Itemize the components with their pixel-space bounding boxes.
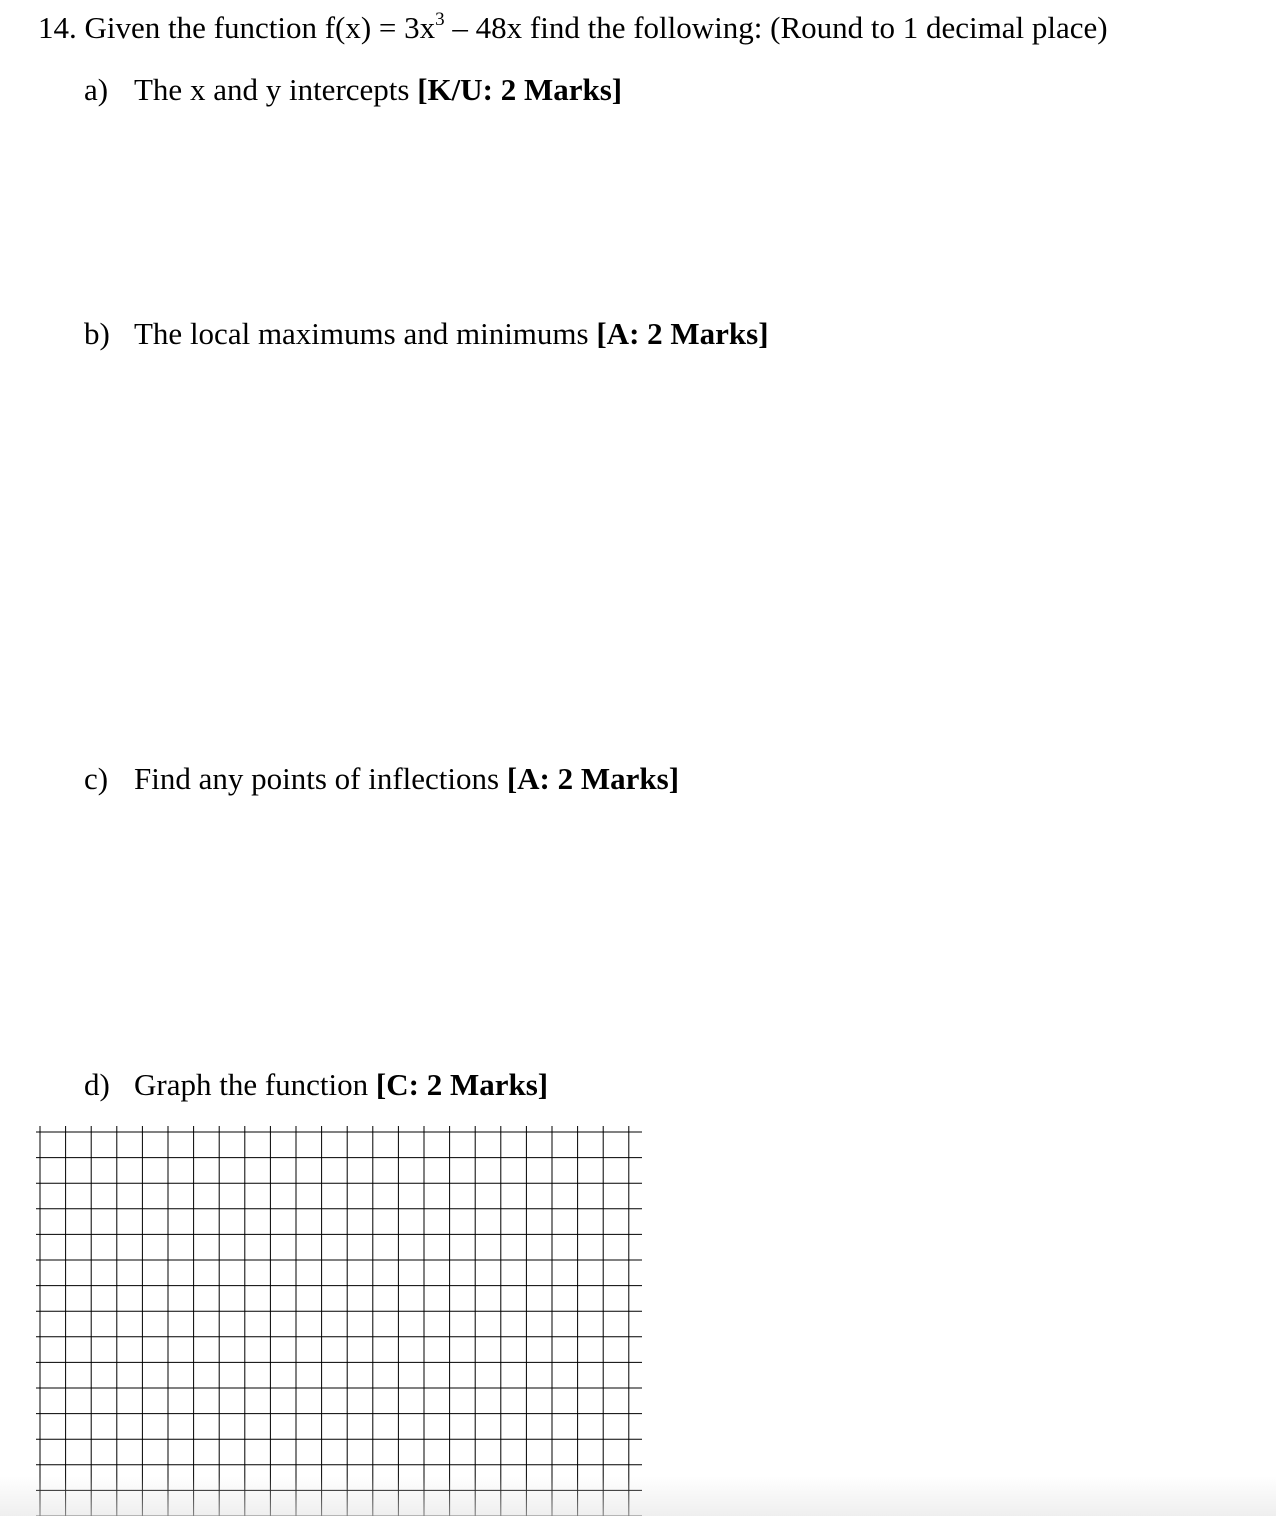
question-text-after-exponent: – 48x find the following: (Round to 1 decimal place) [444, 10, 1108, 45]
part-c [84, 759, 679, 799]
part-d [84, 1065, 548, 1105]
part-c-marks: [A: 2 Marks] [506, 761, 680, 796]
part-a [84, 70, 622, 110]
part-b [84, 314, 769, 354]
part-b-marks: [A: 2 Marks] [596, 316, 769, 351]
part-a-text: The x and y intercepts [134, 72, 418, 107]
part-d-letter: d) [84, 1067, 110, 1102]
part-b-letter: b) [84, 316, 110, 351]
question-exponent: 3 [435, 8, 445, 30]
question-number: 14. [38, 10, 77, 45]
part-c-text: Find any points of inflections [134, 761, 507, 796]
part-d-marks: [C: 2 Marks] [375, 1067, 549, 1102]
part-c-letter: c) [84, 761, 109, 796]
question-title [38, 8, 1108, 48]
graph-paper [36, 1126, 642, 1516]
part-d-text: Graph the function [134, 1067, 376, 1102]
part-a-marks: [K/U: 2 Marks] [417, 72, 623, 107]
part-b-text: The local maximums and minimums [134, 316, 597, 351]
part-a-letter: a) [84, 72, 109, 107]
question-text-before-exponent: Given the function f(x) = 3x [84, 10, 436, 45]
graph-paper-grid [36, 1126, 642, 1516]
